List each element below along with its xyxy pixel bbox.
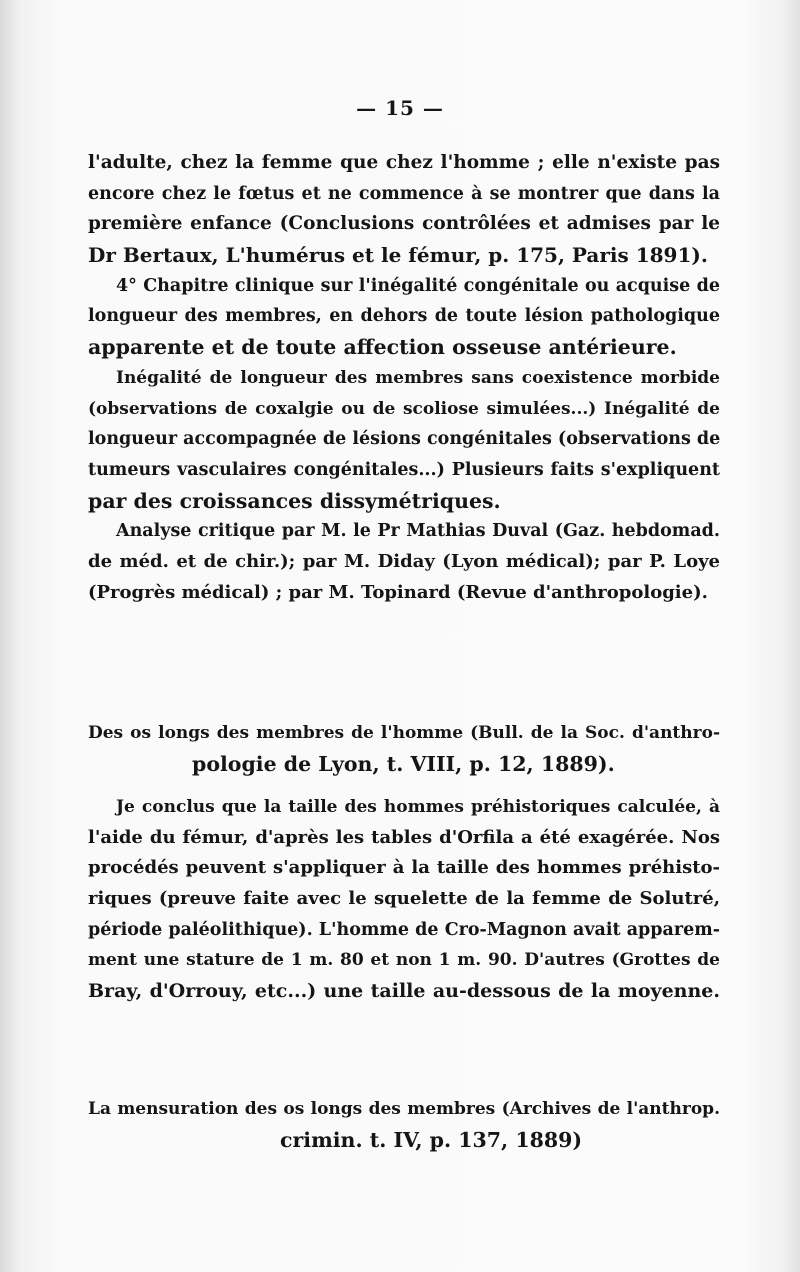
bib-line: La mensuration des os longs des membres (Archives de l'anthrop.	[88, 1099, 720, 1119]
text-line: encore chez le fœtus et ne commence à se montrer que dans la	[88, 183, 720, 204]
text-line: de méd. et de chir.); par M. Diday (Lyon médical); par P. Loye	[88, 550, 720, 572]
text-line: Inégalité de longueur des membres sans coexistence morbide	[116, 367, 720, 388]
text-line: longueur des membres, en dehors de toute lésion pathologique	[88, 306, 720, 327]
text-line: ment une stature de 1 m. 80 et non 1 m. 90. D'autres (Grottes de	[88, 950, 720, 971]
text-line: (Progrès médical) ; par M. Topinard (Revue d'anthropologie).	[88, 581, 708, 603]
text-line: première enfance (Conclusions contrôlées et admises par le	[88, 213, 720, 235]
text-line: apparente et de toute affection osseuse antérieure.	[88, 335, 677, 360]
text-line: procédés peuvent s'appliquer à la taille des hommes préhisto-	[88, 857, 720, 879]
text-line: par des croissances dissymétriques.	[88, 488, 501, 513]
text-line: tumeurs vasculaires congénitales...) Plusieurs faits s'expliquent	[88, 459, 720, 480]
paragraph-block-1	[88, 148, 720, 608]
bibliography-entry-1	[88, 718, 720, 779]
bibliography-entry-2	[88, 1094, 720, 1155]
bib-line: crimin. t. IV, p. 137, 1889)	[280, 1127, 583, 1152]
bib-line: Des os longs des membres de l'homme (Bull. de la Soc. d'anthro-	[88, 723, 720, 743]
text-line: Dr Bertaux, L'humérus et le fémur, p. 175, Paris 1891).	[88, 243, 708, 268]
text-line: période paléolithique). L'homme de Cro-Magnon avait apparem-	[88, 919, 720, 940]
paragraph-block-2	[88, 792, 720, 1007]
text-line: riques (preuve faite avec le squelette de la femme de Solutré,	[88, 888, 720, 910]
text-line: Analyse critique par M. le Pr Mathias Duval (Gaz. hebdomad.	[116, 521, 720, 542]
text-line: Je conclus que la taille des hommes préhistoriques calculée, à	[116, 797, 720, 817]
page-number: — 15 —	[356, 96, 444, 120]
text-line: l'aide du fémur, d'après les tables d'Orfila a été exagérée. Nos	[88, 826, 720, 848]
text-line: longueur accompagnée de lésions congénitales (observations de	[88, 429, 721, 450]
bib-line: pologie de Lyon, t. VIII, p. 12, 1889).	[192, 751, 615, 776]
text-line: (observations de coxalgie ou de scoliose simulées...) Inégalité de	[88, 398, 720, 419]
text-line: Bray, d'Orrouy, etc...) une taille au-dessous de la moyenne.	[88, 980, 720, 1003]
text-line: 4° Chapitre clinique sur l'inégalité congénitale ou acquise de	[116, 275, 720, 296]
text-line: l'adulte, chez la femme que chez l'homme ; elle n'existe pas	[88, 152, 720, 173]
